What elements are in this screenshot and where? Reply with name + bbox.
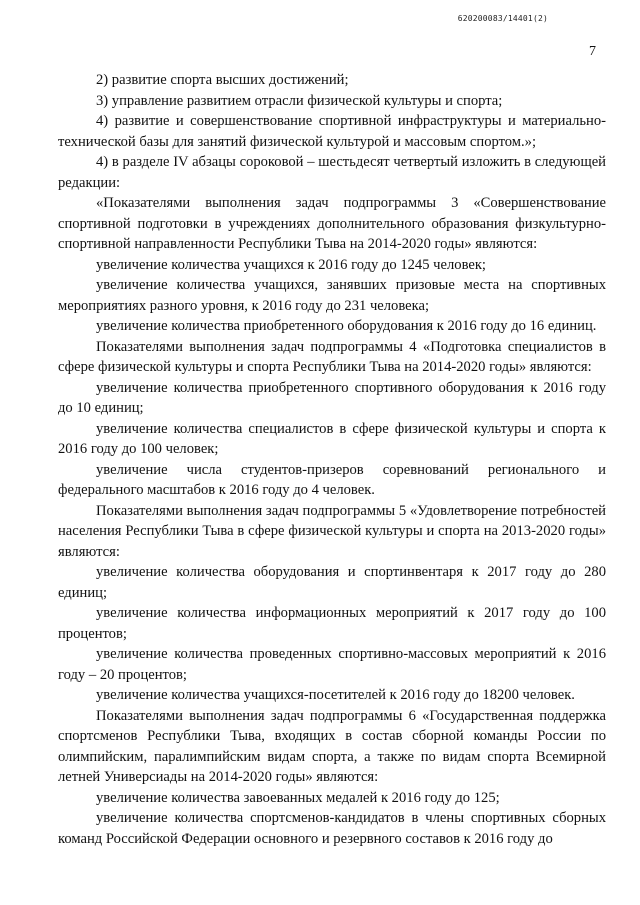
paragraph: 2) развитие спорта высших достижений; (96, 72, 349, 88)
paragraph: увеличение количества приобретенного спортивного оборудования к 2016 году до 10 единиц; (58, 379, 606, 416)
paragraph: увеличение количества информационных мероприятий к 2017 году до 100 процентов; (58, 605, 606, 642)
paragraph: увеличение количества проведенных спортивно-массовых мероприятий к 2016 году – 20 процентов; (58, 646, 606, 683)
paragraph: увеличение количества оборудования и спортинвентаря к 2017 году до 280 единиц; (58, 564, 606, 601)
document-body (58, 70, 606, 849)
paragraph: увеличение количества спортсменов-кандидатов в члены спортивных сборных команд Российской Федерации основного и резервного составов к 2016 году до (58, 810, 606, 847)
paragraph: Показателями выполнения задач подпрограммы 5 «Удовлетворение потребностей населения Республики Тыва в сфере физической культуры и спорта на 2013-2020 годы» являются: (58, 502, 606, 560)
paragraph: увеличение количества специалистов в сфере физической культуры и спорта к 2016 году до 100 человек; (58, 420, 606, 457)
paragraph: увеличение количества учащихся-посетителей к 2016 году до 18200 человек. (96, 687, 575, 703)
document-id: 620200083/14401(2) (457, 14, 548, 23)
paragraph: Показателями выполнения задач подпрограммы 4 «Подготовка специалистов в сфере физической культуры и спорта Республики Тыва на 2014-2020 годы» являются: (58, 338, 606, 375)
paragraph: 3) управление развитием отрасли физической культуры и спорта; (96, 92, 503, 109)
paragraph: 4) развитие и совершенствование спортивной инфраструктуры и материально-технической базы для занятий физической культурой и массовым спортом.»; (58, 113, 606, 150)
paragraph: увеличение числа студентов-призеров соревнований регионального и федерального масштабов к 2016 году до 4 человек. (58, 461, 606, 498)
paragraph: 4) в разделе IV абзацы сороковой – шестьдесят четвертый изложить в следующей редакции: (58, 154, 606, 191)
paragraph: увеличение количества приобретенного оборудования к 2016 году до 16 единиц. (96, 318, 597, 334)
page-number: 7 (589, 44, 596, 59)
paragraph: «Показателями выполнения задач подпрограммы 3 «Совершенствование спортивной подготовки в учреждениях дополнительного образования физкультурно-спортивной направленности Республики Тыва на 2014-2020 годы» являются: (58, 195, 606, 252)
paragraph: увеличение количества учащихся, занявших призовые места на спортивных мероприятиях разного уровня, к 2016 году до 231 человека; (58, 277, 606, 314)
paragraph: Показателями выполнения задач подпрограммы 6 «Государственная поддержка спортсменов Республики Тыва, входящих в состав сборной команды России по олимпийским, паралимпийским видам спорта, а также по видам спорта Всемирной летней Универсиады на 2014-2020 годы» являются: (58, 707, 606, 785)
paragraph: увеличение количества завоеванных медалей к 2016 году до 125; (96, 789, 500, 806)
paragraph: увеличение количества учащихся к 2016 году до 1245 человек; (96, 256, 486, 273)
